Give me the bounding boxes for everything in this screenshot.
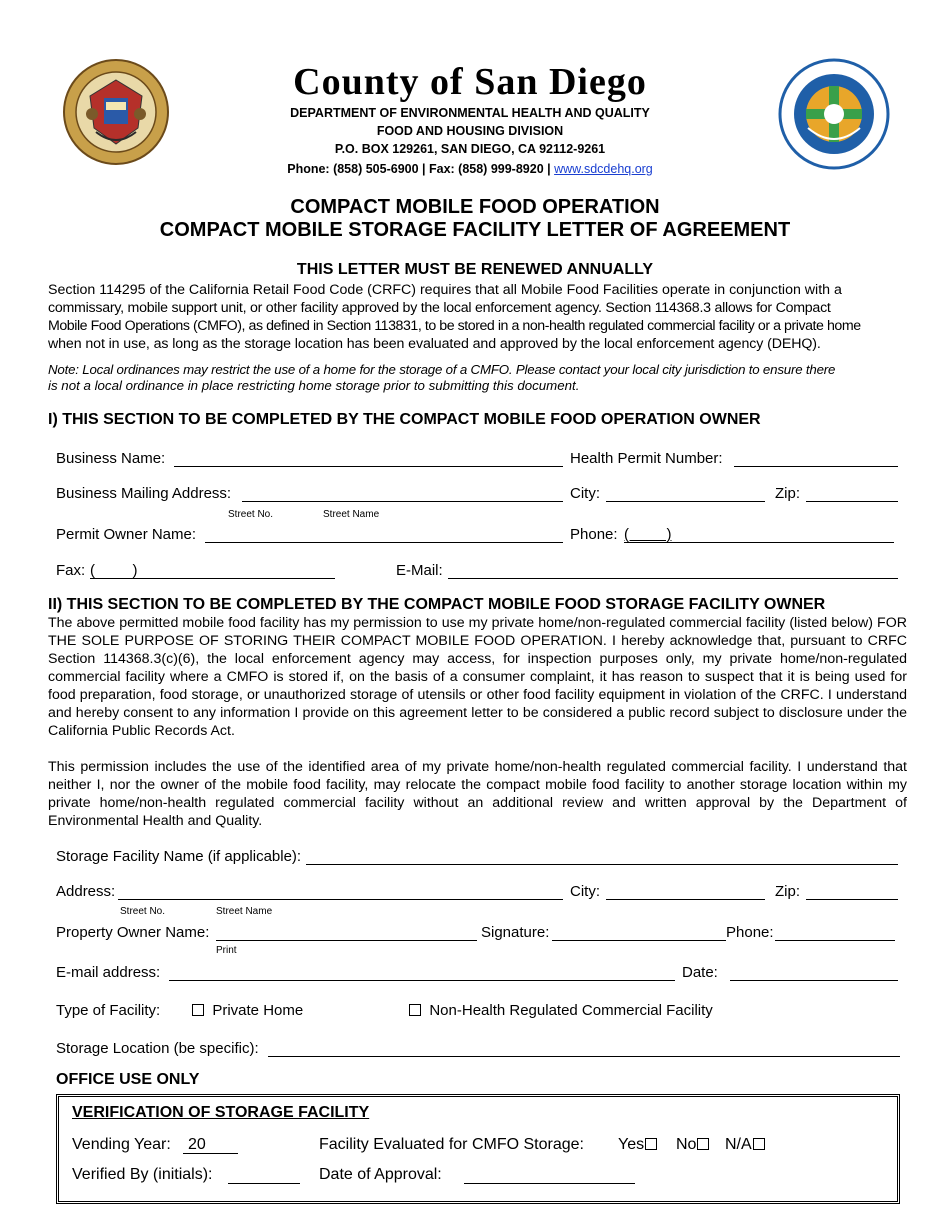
storage-name-field[interactable] xyxy=(306,864,898,865)
health-permit-label: Health Permit Number: xyxy=(570,450,723,467)
date-label: Date: xyxy=(682,964,718,981)
storage-location-field[interactable] xyxy=(268,1056,900,1057)
section-1-heading: I) THIS SECTION TO BE COMPLETED BY THE COMPACT MOBILE FOOD OPERATION OWNER xyxy=(48,411,761,428)
zip-label: Zip: xyxy=(775,485,801,502)
verified-by-label: Verified By (initials): xyxy=(72,1166,213,1183)
section-2-heading: II) THIS SECTION TO BE COMPLETED BY THE COMPACT MOBILE FOOD STORAGE FACILITY OWNER xyxy=(48,596,826,613)
health-permit-field[interactable] xyxy=(734,466,898,467)
mailing-address: P.O. BOX 129261, SAN DIEGO, CA 92112-9261 xyxy=(334,142,606,156)
relocation-paragraph: This permission includes the use of the identified area of my private home/non-health regulated commercial facility. I understand that neither I, nor the owner of the mobile food facility, may relocate the compact mobile food facility to another storage location within my private home/non-health regulated commercial facility without an additional review and written approval by the Department of Environmental Health and Quality. xyxy=(48,759,907,829)
na-checkbox[interactable] xyxy=(753,1138,765,1150)
phone-label: Phone: xyxy=(570,526,618,543)
no-checkbox[interactable] xyxy=(697,1138,709,1150)
intro-line: Mobile Food Operations (CMFO), as defined in Section 113831, to be stored in a non-health regulated commercial facility or a private home xyxy=(48,318,861,334)
evaluated-label: Facility Evaluated for CMFO Storage: xyxy=(319,1136,584,1153)
mailing-address-label: Business Mailing Address: xyxy=(56,485,232,502)
business-name-label: Business Name: xyxy=(56,450,166,467)
property-owner-field[interactable] xyxy=(216,940,477,941)
intro-line: when not in use, as long as the storage location has been evaluated and approved by the local enforcement agency (DEHQ). xyxy=(48,336,821,352)
intro-line: Section 114295 of the California Retail Food Code (CRFC) requires that all Mobile Food Facilities operate in conjunction with a xyxy=(48,282,842,298)
email-label: E-Mail: xyxy=(396,562,443,579)
non-health-label: Non-Health Regulated Commercial Facility xyxy=(429,1002,713,1019)
storage-address-field[interactable] xyxy=(118,899,563,900)
street-no-hint: Street No. xyxy=(120,906,166,917)
phone-fax: Phone: (858) 505-6900 | Fax: (858) 999-8920 | xyxy=(287,162,555,176)
storage-city-label: City: xyxy=(570,883,600,900)
email-field[interactable] xyxy=(448,578,898,579)
yes-checkbox[interactable] xyxy=(645,1138,657,1150)
permission-paragraph: The above permitted mobile food facility has my permission to use my private home/non-regulated commercial facility (listed below) FOR THE SOLE PURPOSE OF STORING THEIR COMPACT MOBILE FOOD OPERATION. I hereby acknowledge that, pursuant to CRFC Section 114368.3(c)(6), the local enforcement agency may access, for inspection purposes only, my private home/non-regulated commercial facility where a CMFO is stored if, on the basis of a consumer complaint, it has reason to suspect that it is being used for food preparation, food storage, or unauthorized storage of utensils or other food facility equipment in violation of the CRFC. I understand and hereby consent to any information I provide on this agreement letter to be considered a public record subject to disclosure under the California Public Records Act. xyxy=(48,615,907,739)
note-line: Note: Local ordinances may restrict the use of a home for the storage of a CMFO. Please contact your local city jurisdiction to ensure there xyxy=(48,362,836,377)
property-phone-label: Phone: xyxy=(726,924,774,941)
signature-label: Signature: xyxy=(481,924,550,941)
city-field[interactable] xyxy=(606,501,765,502)
non-health-checkbox[interactable] xyxy=(409,1004,421,1016)
na-label: N/A xyxy=(725,1136,752,1153)
facility-type-label: Type of Facility: xyxy=(56,1002,161,1019)
storage-zip-label: Zip: xyxy=(775,883,801,900)
county-seal-logo xyxy=(62,58,170,166)
street-no-hint: Street No. xyxy=(228,509,274,520)
private-home-label: Private Home xyxy=(212,1002,304,1019)
business-name-field[interactable] xyxy=(174,466,563,467)
fax-label: Fax: xyxy=(56,562,86,579)
date-field[interactable] xyxy=(730,980,898,981)
website-link[interactable]: www.sdcdehq.org xyxy=(554,162,653,176)
date-approval-field[interactable] xyxy=(464,1183,635,1184)
fax-field[interactable] xyxy=(90,578,335,579)
street-name-hint: Street Name xyxy=(323,509,380,520)
contact-line xyxy=(220,162,720,176)
phone-area-code: ( ) xyxy=(624,526,672,543)
private-home-option[interactable] xyxy=(191,1002,303,1019)
mailing-address-field[interactable] xyxy=(242,501,563,502)
date-approval-label: Date of Approval: xyxy=(319,1166,442,1183)
property-owner-label: Property Owner Name: xyxy=(56,924,210,941)
print-hint: Print xyxy=(216,945,237,956)
vending-year-field[interactable] xyxy=(183,1153,238,1154)
permit-owner-label: Permit Owner Name: xyxy=(56,526,197,543)
non-health-option[interactable] xyxy=(408,1002,713,1019)
yes-label: Yes xyxy=(618,1136,645,1153)
division-name: FOOD AND HOUSING DIVISION xyxy=(376,124,564,138)
signature-field[interactable] xyxy=(552,940,726,941)
storage-email-field[interactable] xyxy=(169,980,675,981)
fax-area-code: ( ) xyxy=(90,562,138,579)
dehq-seal-logo xyxy=(778,58,890,170)
phone-field[interactable] xyxy=(624,542,894,543)
verified-by-field[interactable] xyxy=(228,1183,300,1184)
storage-email-label: E-mail address: xyxy=(56,964,161,981)
storage-name-label: Storage Facility Name (if applicable): xyxy=(56,848,302,865)
department-name: DEPARTMENT OF ENVIRONMENTAL HEALTH AND QUALITY xyxy=(290,106,650,120)
note-line: is not a local ordinance in place restricting home storage prior to submitting this document. xyxy=(48,378,580,393)
intro-paragraph xyxy=(48,281,907,353)
county-title: County of San Diego xyxy=(293,61,647,103)
na-option[interactable] xyxy=(725,1136,765,1154)
no-option[interactable] xyxy=(676,1136,709,1154)
storage-city-field[interactable] xyxy=(606,899,765,900)
vending-year-label: Vending Year: xyxy=(72,1136,171,1153)
storage-location-label: Storage Location (be specific): xyxy=(56,1040,259,1057)
property-phone-field[interactable] xyxy=(775,940,895,941)
form-title-1: COMPACT MOBILE FOOD OPERATION xyxy=(290,196,660,218)
storage-address-label: Address: xyxy=(56,883,116,900)
storage-zip-field[interactable] xyxy=(806,899,898,900)
no-label: No xyxy=(676,1136,697,1153)
city-label: City: xyxy=(570,485,600,502)
private-home-checkbox[interactable] xyxy=(192,1004,204,1016)
renewal-notice: THIS LETTER MUST BE RENEWED ANNUALLY xyxy=(296,261,654,278)
yes-option[interactable] xyxy=(618,1136,657,1154)
vending-year-prefix: 20 xyxy=(188,1136,206,1153)
form-title-2: COMPACT MOBILE STORAGE FACILITY LETTER OF AGREEMENT xyxy=(159,219,791,241)
street-name-hint: Street Name xyxy=(216,906,273,917)
verification-heading: VERIFICATION OF STORAGE FACILITY xyxy=(72,1104,370,1121)
office-use-heading: OFFICE USE ONLY xyxy=(56,1071,200,1088)
intro-line: commissary, mobile support unit, or other facility approved by the local enforcement agency. Section 114368.3 allows for Compact xyxy=(48,300,831,316)
zip-field[interactable] xyxy=(806,501,898,502)
permit-owner-field[interactable] xyxy=(205,542,563,543)
ordinance-note xyxy=(48,362,910,394)
